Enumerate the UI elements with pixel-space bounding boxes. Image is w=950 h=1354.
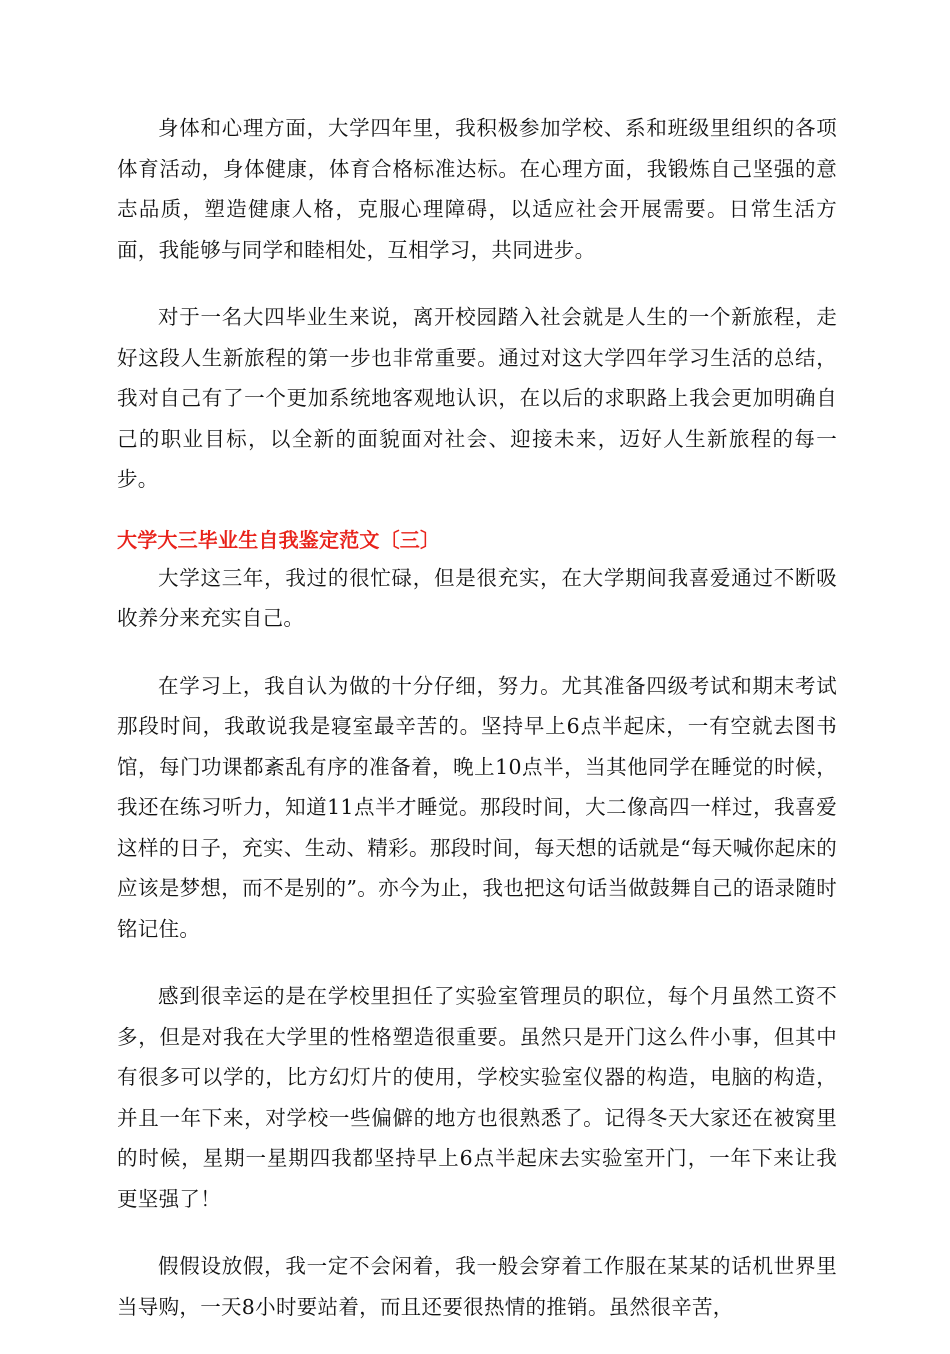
paragraph-physical-mental: 身体和心理方面，大学四年里，我积极参加学校、系和班级里组织的各项体育活动，身体健康，体育合格标准达标。在心理方面，我锻炼自己坚强的意志品质，塑造健康人格，克服心理障碍，以适应社会开展需要。日常生活方面，我能够与同学和睦相处，互相学习，共同进步。 (117, 116, 837, 262)
paragraph-study: 在学习上，我自认为做的十分仔细，努力。尤其准备四级考试和期末考试那段时间，我敢说我是寝室最辛苦的。坚持早上6点半起床，一有空就去图书馆，每门功课都紊乱有序的准备着，晚上10点半，当其他同学在睡觉的时候，我还在练习听力，知道11点半才睡觉。那段时间，大二像高四一样过，我喜爱这样的日子，充实、生动、精彩。那段时间，每天想的话就是“每天喊你起床的应该是梦想，而不是别的”。亦今为止，我也把这句话当做鼓舞自己的语录随时铭记住。 (117, 673, 837, 941)
document-page (117, 108, 837, 1354)
paragraph-lab-admin: 感到很幸运的是在学校里担任了实验室管理员的职位，每个月虽然工资不多，但是对我在大学里的性格塑造很重要。虽然只是开门这么件小事，但其中有很多可以学的，比方幻灯片的使用，学校实验室仪器的构造，电脑的构造，并且一年下来，对学校一些偏僻的地方也很熟悉了。记得冬天大家还在被窝里的时候，星期一星期四我都坚持早上6点半起床去实验室开门，一年下来让我更坚强了！ (117, 984, 837, 1211)
paragraph-graduate-journey: 对于一名大四毕业生来说，离开校园踏入社会就是人生的一个新旅程，走好这段人生新旅程的第一步也非常重要。通过对这大学四年学习生活的总结，我对自己有了一个更加系统地客观地认识，在以后的求职路上我会更加明确自己的职业目标，以全新的面貌面对社会、迎接未来，迈好人生新旅程的每一步。 (117, 305, 837, 491)
paragraph-three-years: 大学这三年，我过的很忙碌，但是很充实，在大学期间我喜爱通过不断吸收养分来充实自己。 (117, 565, 837, 630)
paragraph-vacation-work: 假假设放假，我一定不会闲着，我一般会穿着工作服在某某的话机世界里当导购，一天8小时要站着，而且还要很热情的推销。虽然很辛苦， (117, 1254, 837, 1319)
section-heading: 大学大三毕业生自我鉴定范文〔三〕 (117, 527, 441, 552)
